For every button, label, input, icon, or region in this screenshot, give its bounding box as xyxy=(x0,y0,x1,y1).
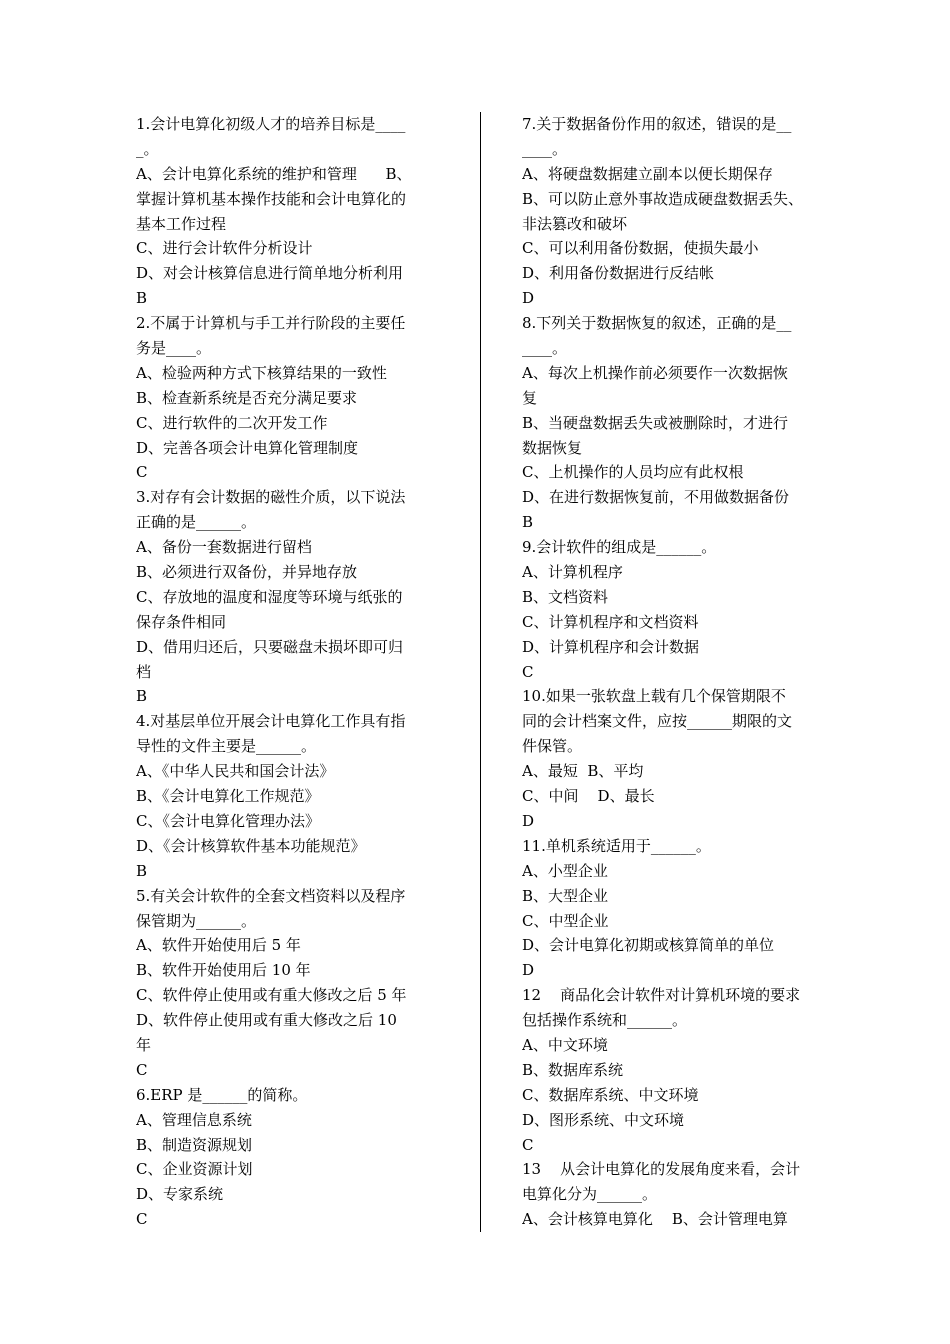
text-line: C、上机操作的人员均应有此权根 xyxy=(522,463,744,482)
text-line: C xyxy=(522,1135,534,1154)
text-line: C、进行会计软件分析设计 xyxy=(136,239,313,258)
text-line: B、大型企业 xyxy=(522,886,609,905)
text-line: B、软件开始使用后 10 年 xyxy=(136,961,311,980)
text-line: A、计算机程序 xyxy=(522,563,623,582)
text-line: D xyxy=(522,961,535,980)
text-line: 数据恢复 xyxy=(522,438,583,457)
text-line: 基本工作过程 xyxy=(136,214,227,233)
text-line: B、当硬盘数据丢失或被删除时，才进行 xyxy=(522,413,789,432)
right-column xyxy=(522,112,832,1232)
text-line: 同的会计档案文件，应按______期限的文 xyxy=(522,712,793,731)
text-line: 10.如果一张软盘上载有几个保管期限不 xyxy=(522,687,786,706)
text-line: 4.对基层单位开展会计电算化工作具有指 xyxy=(136,712,406,731)
text-line: C、软件停止使用或有重大修改之后 5 年 xyxy=(136,986,407,1005)
text-line: 保存条件相同 xyxy=(136,612,227,631)
text-line: 电算化分为______。 xyxy=(522,1185,658,1204)
text-line: C、数据库系统、中文环境 xyxy=(522,1085,699,1104)
text-line: 9.会计软件的组成是______。 xyxy=(522,538,717,557)
text-line: B xyxy=(136,289,148,308)
text-line: D、会计电算化初期或核算简单的单位 xyxy=(522,936,775,955)
text-line: D、完善各项会计电算化管理制度 xyxy=(136,438,359,457)
text-line: B、检查新系统是否充分满足要求 xyxy=(136,388,358,407)
text-line: B xyxy=(522,513,534,532)
text-line: D、软件停止使用或有重大修改之后 10 xyxy=(136,1011,397,1030)
text-line: 包括操作系统和______。 xyxy=(522,1011,688,1030)
text-line: A、会计核算电算化 B、会计管理电算 xyxy=(522,1210,788,1229)
text-line: D、图形系统、中文环境 xyxy=(522,1110,685,1129)
text-line: C xyxy=(522,662,534,681)
text-line: 5.有关会计软件的全套文档资料以及程序 xyxy=(136,886,406,905)
text-line: A、最短 B、平均 xyxy=(522,762,644,781)
text-line: C、《会计电算化管理办法》 xyxy=(136,811,320,830)
text-line: 11.单机系统适用于______。 xyxy=(522,836,711,855)
text-line: B、《会计电算化工作规范》 xyxy=(136,787,320,806)
text-line: A、将硬盘数据建立副本以便长期保存 xyxy=(522,164,773,183)
text-line: C、可以利用备份数据，使损失最小 xyxy=(522,239,759,258)
text-line: C、进行软件的二次开发工作 xyxy=(136,413,328,432)
text-line: 3.对存有会计数据的磁性介质，以下说法 xyxy=(136,488,406,507)
text-line: C、存放地的温度和湿度等环境与纸张的 xyxy=(136,587,403,606)
text-line: C、计算机程序和文档资料 xyxy=(522,612,699,631)
text-line: D、计算机程序和会计数据 xyxy=(522,637,700,656)
text-line: A、每次上机操作前必须要作一次数据恢 xyxy=(522,363,788,382)
text-line: 1.会计电算化初级人才的培养目标是____ xyxy=(136,115,406,133)
text-line: 13 从会计电算化的发展角度来看，会计 xyxy=(522,1160,801,1179)
text-line: B、制造资源规划 xyxy=(136,1135,253,1154)
text-line: A、中文环境 xyxy=(522,1035,608,1054)
text-line: A、小型企业 xyxy=(522,861,608,880)
text-line: A、软件开始使用后 5 年 xyxy=(136,936,301,955)
text-line: D、在进行数据恢复前，不用做数据备份 xyxy=(522,488,790,507)
text-line: B xyxy=(136,861,148,880)
text-line: A、备份一套数据进行留档 xyxy=(136,538,312,557)
text-line: 保管期为______。 xyxy=(136,911,257,930)
text-line: D xyxy=(522,289,535,308)
text-line: ____。 xyxy=(522,139,568,158)
text-line: A、管理信息系统 xyxy=(136,1110,252,1129)
text-line: D、借用归还后，只要磁盘未损坏即可归 xyxy=(136,637,404,656)
text-line: B、文档资料 xyxy=(522,587,609,606)
text-line: 12 商品化会计软件对计算机环境的要求 xyxy=(522,986,801,1005)
left-column xyxy=(136,112,446,1232)
text-line: B xyxy=(136,687,148,706)
text-line: ____。 xyxy=(522,339,568,358)
text-line: C、中型企业 xyxy=(522,911,609,930)
text-line: 复 xyxy=(522,388,538,407)
text-line: 年 xyxy=(136,1035,152,1054)
text-line: C、中间 D、最长 xyxy=(522,787,655,806)
text-line: B、数据库系统 xyxy=(522,1060,624,1079)
text-line: D、利用备份数据进行反结帐 xyxy=(522,264,715,283)
text-line: 非法篡改和破坏 xyxy=(522,214,628,233)
text-line: D xyxy=(522,811,535,830)
text-line: 7.关于数据备份作用的叙述，错误的是__ xyxy=(522,115,792,133)
text-line: 导性的文件主要是______。 xyxy=(136,737,317,756)
text-line: A、检验两种方式下核算结果的一致性 xyxy=(136,363,387,382)
text-line: D、专家系统 xyxy=(136,1185,224,1204)
text-line: 2.不属于计算机与手工并行阶段的主要任 xyxy=(136,314,406,333)
text-line: D、对会计核算信息进行简单地分析利用 xyxy=(136,264,404,283)
column-divider xyxy=(480,112,481,1232)
text-line: 件保管。 xyxy=(522,737,583,756)
text-line: A、会计电算化系统的维护和管理 B、 xyxy=(136,164,412,183)
text-line: 正确的是______。 xyxy=(136,513,257,532)
text-line: C xyxy=(136,1210,148,1229)
text-line: _。 xyxy=(136,139,159,158)
text-line: 8.下列关于数据恢复的叙述，正确的是__ xyxy=(522,314,792,333)
text-line: C、企业资源计划 xyxy=(136,1160,253,1179)
text-line: B、必须进行双备份，并异地存放 xyxy=(136,563,358,582)
text-line: 掌握计算机基本操作技能和会计电算化的 xyxy=(136,189,407,208)
text-line: 档 xyxy=(136,662,152,681)
text-line: A、《中华人民共和国会计法》 xyxy=(136,762,335,781)
text-line: D、《会计核算软件基本功能规范》 xyxy=(136,836,366,855)
text-line: C xyxy=(136,463,148,482)
text-line: C xyxy=(136,1060,148,1079)
text-line: 6.ERP 是______的简称。 xyxy=(136,1085,308,1104)
text-line: B、可以防止意外事故造成硬盘数据丢失、 xyxy=(522,189,804,208)
text-line: 务是____。 xyxy=(136,339,212,358)
